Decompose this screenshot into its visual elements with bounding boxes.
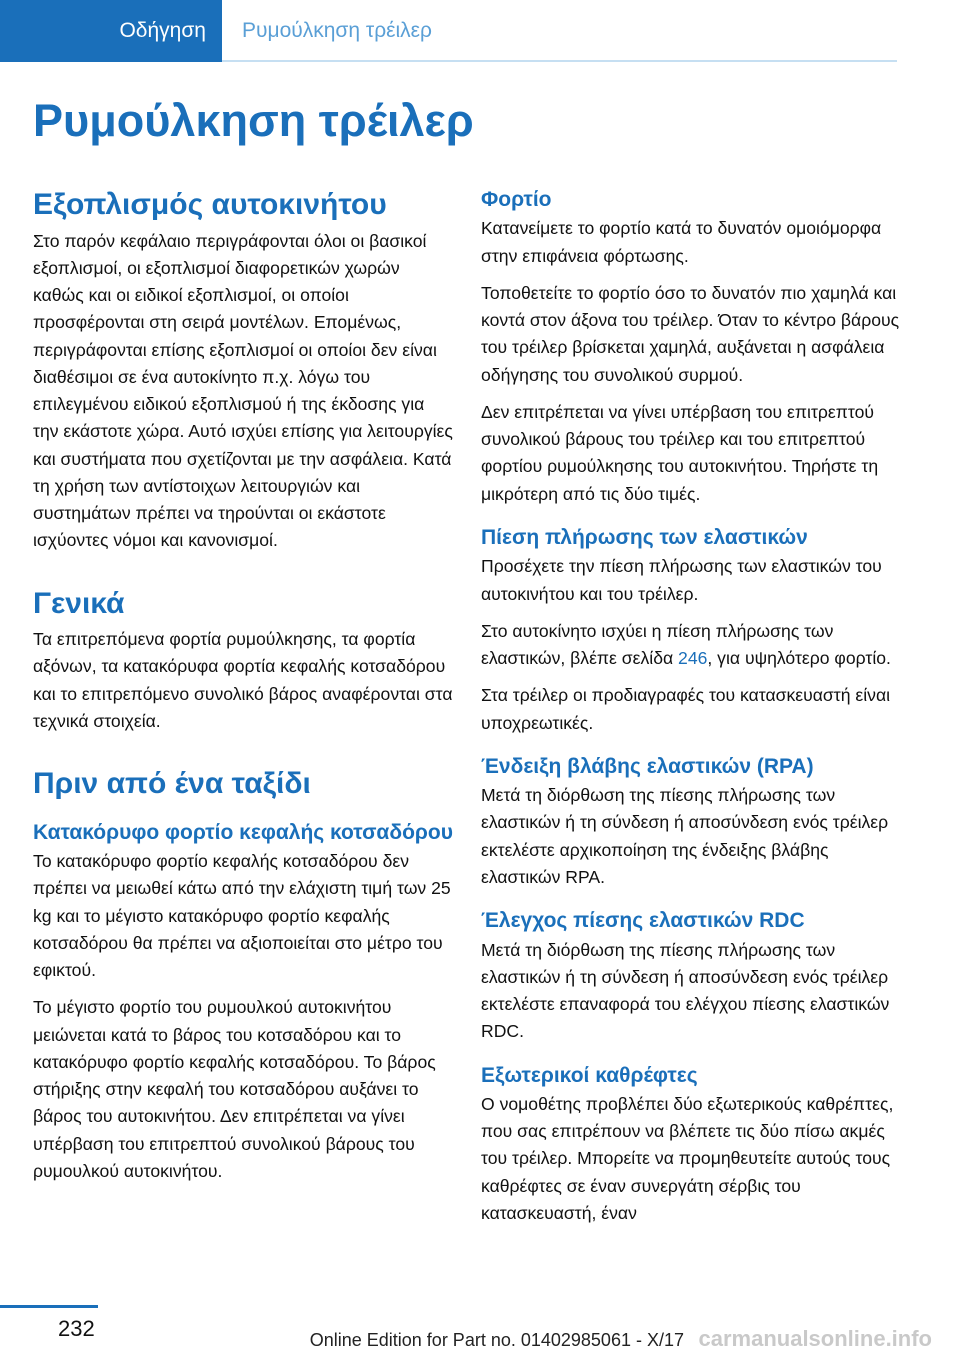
paragraph-tire-pressure-2 (481, 618, 901, 673)
footer-divider (0, 1305, 98, 1308)
paragraph-load-3: Δεν επιτρέπεται να γίνει υπέρβαση του επιτρεπτού συνολικού βάρους του τρέιλερ και του επιτρεπτού φορτίου ρυμούλκησης του αυτοκινήτου. Τηρήστε τη μικρότερη από τις δύο τιμές. (481, 401, 879, 504)
paragraph-rdc: Μετά τη διόρθωση της πίεσης πλήρωσης των ελαστικών ή τη σύνδεση ή αποσύνδεση ενός τρέιλερ εκτελέστε επαναφορά του ελέγχου πίεσης ελαστικών RDC. (481, 939, 890, 1042)
watermark: carmanualsonline.info (698, 1326, 932, 1351)
section-rpa (481, 753, 901, 891)
paragraph-rpa: Μετά τη διόρθωση της πίεσης πλήρωσης των ελαστικών ή τη σύνδεση ή αποσύνδεση ενός τρέιλερ εκτελέστε αρχικοποίηση της ένδειξης βλάβης ελαστικών RPA. (481, 785, 889, 887)
section-load (481, 186, 901, 508)
paragraph-mirrors: Ο νομοθέτης προβλέπει δύο εξωτερικούς καθρέπτες, που σας επιτρέπουν να βλέπετε τις δύο πίσω ακμές του τρέιλερ. Μπορείτε να προμηθευτείτε αυτούς τους καθρέφτες σε έναν συνεργάτη σέρβις του κατασκευαστή, έναν (481, 1093, 894, 1223)
tab-trailer-towing-label: Ρυμούλκηση τρέιλερ (242, 19, 432, 42)
tab-driving-label: Οδήγηση (119, 19, 206, 42)
heading-mirrors: Εξωτερικοί καθρέφτες (481, 1063, 698, 1087)
paragraph-tire-pressure-1: Προσέχετε την πίεση πλήρωσης των ελαστικών του αυτοκινήτου και του τρέιλερ. (481, 556, 882, 604)
left-column (33, 186, 453, 1195)
right-column (481, 186, 901, 1237)
heading-general: Γενικά (33, 586, 125, 620)
heading-rpa: Ένδειξη βλάβης ελαστικών (RPA) (481, 754, 814, 778)
header (0, 0, 960, 62)
paragraph-general: Τα επιτρεπόμενα φορτία ρυμούλκησης, τα φορτία αξόνων, τα κατακόρυφα φορτία κεφαλής κοτσαδόρου και το επιτρεπόμενο συνολικό βάρος αναφέρονται στα τεχνικά στοιχεία. (33, 629, 453, 731)
paragraph-vertical-load-1: Το κατακόρυφο φορτίο κεφαλής κοτσαδόρου δεν πρέπει να μειωθεί κάτω από την ελάχιστη τιμή των 25 kg και το μέγιστο κατακόρυφο φορτίο κεφαλής κοτσαδόρου θα πρέπει να αξιοποιείται στο μέτρο του εφικτού. (33, 851, 451, 981)
text-before-link: Στο αυτοκίνητο ισχύει η πίεση πλήρωσης των ελαστικών, βλέπε σελίδα (481, 620, 834, 669)
header-divider (222, 60, 897, 62)
heading-equipment: Εξοπλισμός αυτοκινήτου (33, 188, 387, 221)
page-number: 232 (58, 1316, 95, 1341)
section-equipment (33, 186, 453, 555)
subheading-vertical-load: Κατακόρυφο φορτίο κεφαλής κοτσαδόρου (33, 820, 453, 844)
page-title: Ρυμούλκηση τρέιλερ (33, 95, 474, 146)
heading-rdc: Έλεγχος πίεσης ελαστικών RDC (481, 909, 805, 933)
section-before-trip (33, 765, 453, 1185)
text-after-link: , για υψηλότερο φορτίο. (707, 648, 891, 669)
tab-driving[interactable] (0, 0, 222, 62)
heading-before-trip: Πριν από ένα ταξίδι (33, 767, 311, 801)
section-rdc (481, 907, 901, 1045)
section-mirrors (481, 1062, 901, 1228)
paragraph-equipment: Στο παρόν κεφάλαιο περιγράφονται όλοι οι βασικοί εξοπλισμοί, οι εξοπλισμοί διαφορετικών χωρών καθώς και οι ειδικοί εξοπλισμοί, οι οποίοι προσφέρονται στη σειρά μοντέλων. Επομένως, περιγράφονται επίσης εξοπλισμοί οι οποίοι δεν είναι διαθέσιμοι σε ένα αυτοκίνητο π.χ. λόγω του επιλεγμένου ειδικού εξοπλισμού ή της έκδοσης για την εκάστοτε χώρα. Αυτό ισχύει επίσης για λειτουργίες και συστήματα που σχετίζονται με την ασφάλεια. Κατά τη χρήση των αντίστοιχων λειτουργιών και συστημάτων πρέπει να τηρούνται οι εκάστοτε ισχύοντες νόμοι και κανονισμοί. (33, 230, 453, 551)
tab-trailer-towing[interactable] (242, 0, 432, 62)
paragraph-tire-pressure-3: Στα τρέιλερ οι προδιαγραφές του κατασκευαστή είναι υποχρεωτικές. (481, 685, 891, 733)
paragraph-load-1: Κατανείμετε το φορτίο κατά το δυνατόν ομοιόμορφα στην επιφάνεια φόρτωσης. (481, 218, 882, 266)
section-general (33, 585, 453, 736)
heading-tire-pressure: Πίεση πλήρωσης των ελαστικών (481, 525, 808, 549)
footer-edition: Online Edition for Part no. 01402985061 - X/17 (309, 1330, 684, 1350)
heading-load: Φορτίο (481, 188, 552, 211)
section-tire-pressure (481, 524, 901, 737)
page-link[interactable]: 246 (678, 648, 708, 669)
paragraph-vertical-load-2: Το μέγιστο φορτίο του ρυμουλκού αυτοκινήτου μειώνεται κατά το βάρος του κοτσαδόρου και το κατακόρυφο φορτίο κεφαλής κοτσαδόρου. Το βάρος στήριξης στην κεφαλή του κοτσαδόρου αυξάνει το βάρος του αυτοκινήτου. Δεν επιτρέπεται να γίνει υπέρβαση του επιτρεπτού συνολικού βάρους του ρυμουλκού αυτοκινήτου. (33, 997, 436, 1181)
paragraph-load-2: Τοποθετείτε το φορτίο όσο το δυνατόν πιο χαμηλά και κοντά στον άξονα του τρέιλερ. Όταν το κέντρο βάρους του τρέιλερ βρίσκεται χαμηλά, αυξάνεται η ασφάλεια οδήγησης του συνολικού συρμού. (481, 282, 900, 385)
